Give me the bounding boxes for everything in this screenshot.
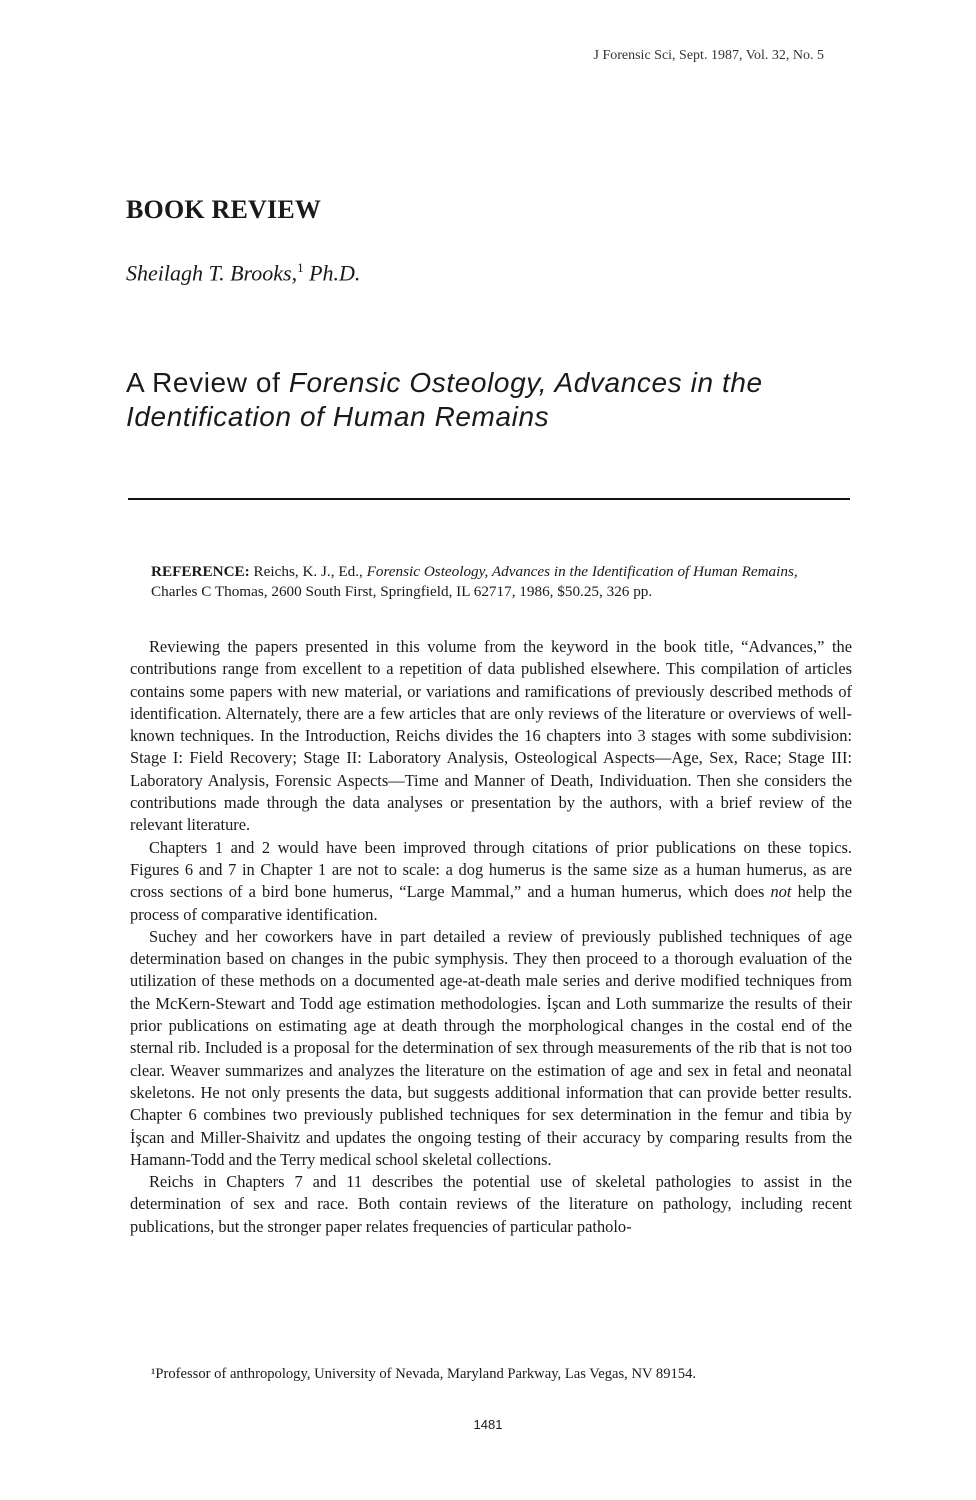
author-degree: Ph.D.	[309, 260, 361, 286]
footnote: ¹Professor of anthropology, University of Nevada, Maryland Parkway, Las Vegas, NV 89154.	[151, 1366, 697, 1382]
review-title	[126, 366, 856, 434]
reference-book-title: Forensic Osteology, Advances in the Identification of Human Remains,	[366, 563, 798, 580]
journal-header: J Forensic Sci, Sept. 1987, Vol. 32, No. 5	[593, 48, 824, 63]
title-divider	[128, 498, 850, 500]
paragraph-3: Suchey and her coworkers have in part detailed a review of previously published techniques of age determination based on changes in the pubic symphysis. They then proceed to a thorough evaluation of the utilization of these methods on a documented age-at-death male series and derive modified techniques from the McKern-Stewart and Todd age estimation methodologies. İşcan and Loth summarize the results of their prior publications on estimating age at death through the morphological changes in the costal end of the sternal rib. Included is a proposal for the determination of sex through measurements of the rib that is not too clear. Weaver summarizes and analyzes the literature on the estimation of age and sex in fetal and neonatal skeletons. He not only presents the data, but suggests additional information that can provide better results. Chapter 6 combines two previously published techniques for sex determination in the femur and tibia by İşcan and Miller-Shaivitz and updates the ongoing testing of their accuracy by comparing results from the Hamann-Todd and the Terry medical school skeletal collections.	[130, 926, 852, 1169]
reference-editor: Reichs, K. J., Ed.,	[249, 563, 367, 580]
reference-block	[151, 562, 831, 602]
body-text	[130, 636, 852, 1238]
author-line	[126, 260, 360, 286]
paragraph-1: Reviewing the papers presented in this volume from the keyword in the book title, “Advances,” the contributions range from excellent to a repetition of data published elsewhere. This compilation of articles contains some papers with new material, or variations and ramifications of previously described methods of identification. Alternately, there are a few articles that are only reviews of the literature or overviews of well-known techniques. In the Introduction, Reichs divides the 16 chapters into 3 stages with some subdivision: Stage I: Field Recovery; Stage II: Laboratory Analysis, Osteological Aspects—Age, Sex, Race; Stage III: Laboratory Analysis, Forensic Aspects—Time and Manner of Death, Individuation. Then she considers the contributions made through the data analyses or presentation by the authors, with a brief review of the relevant literature.	[130, 637, 852, 835]
paragraph-2-emphasis: not	[770, 882, 792, 902]
review-title-prefix: A Review of	[126, 367, 289, 398]
paragraph-4: Reichs in Chapters 7 and 11 describes the potential use of skeletal pathologies to assist in the determination of sex and race. Both contain reviews of the literature on pathology, including recent publications, but the stronger paper relates frequencies of particular patholo-	[130, 1172, 852, 1236]
review-title-book: Forensic Osteology, Advances in the Identification of Human Remains	[126, 367, 763, 432]
reference-label: REFERENCE:	[151, 563, 250, 580]
paragraph-2-text-a: Chapters 1 and 2 would have been improved through citations of prior publications on these topics. Figures 6 and 7 in Chapter 1 are not to scale: a dog humerus is the same size as a human humerus, as are cross sections of a bird bone humerus, “Large Mammal,” and a human humerus, which does	[130, 837, 852, 902]
paragraph-2	[130, 837, 852, 926]
author-footnote-mark: 1	[297, 260, 304, 275]
page-number: 1481	[473, 1417, 503, 1432]
author-name: Sheilagh T. Brooks,	[126, 260, 298, 286]
paragraph-2-text-b: help the process of comparative identification.	[130, 882, 852, 924]
section-title: BOOK REVIEW	[126, 195, 322, 224]
reference-details: Charles C Thomas, 2600 South First, Springfield, IL 62717, 1986, $50.25, 326 pp.	[151, 583, 653, 600]
